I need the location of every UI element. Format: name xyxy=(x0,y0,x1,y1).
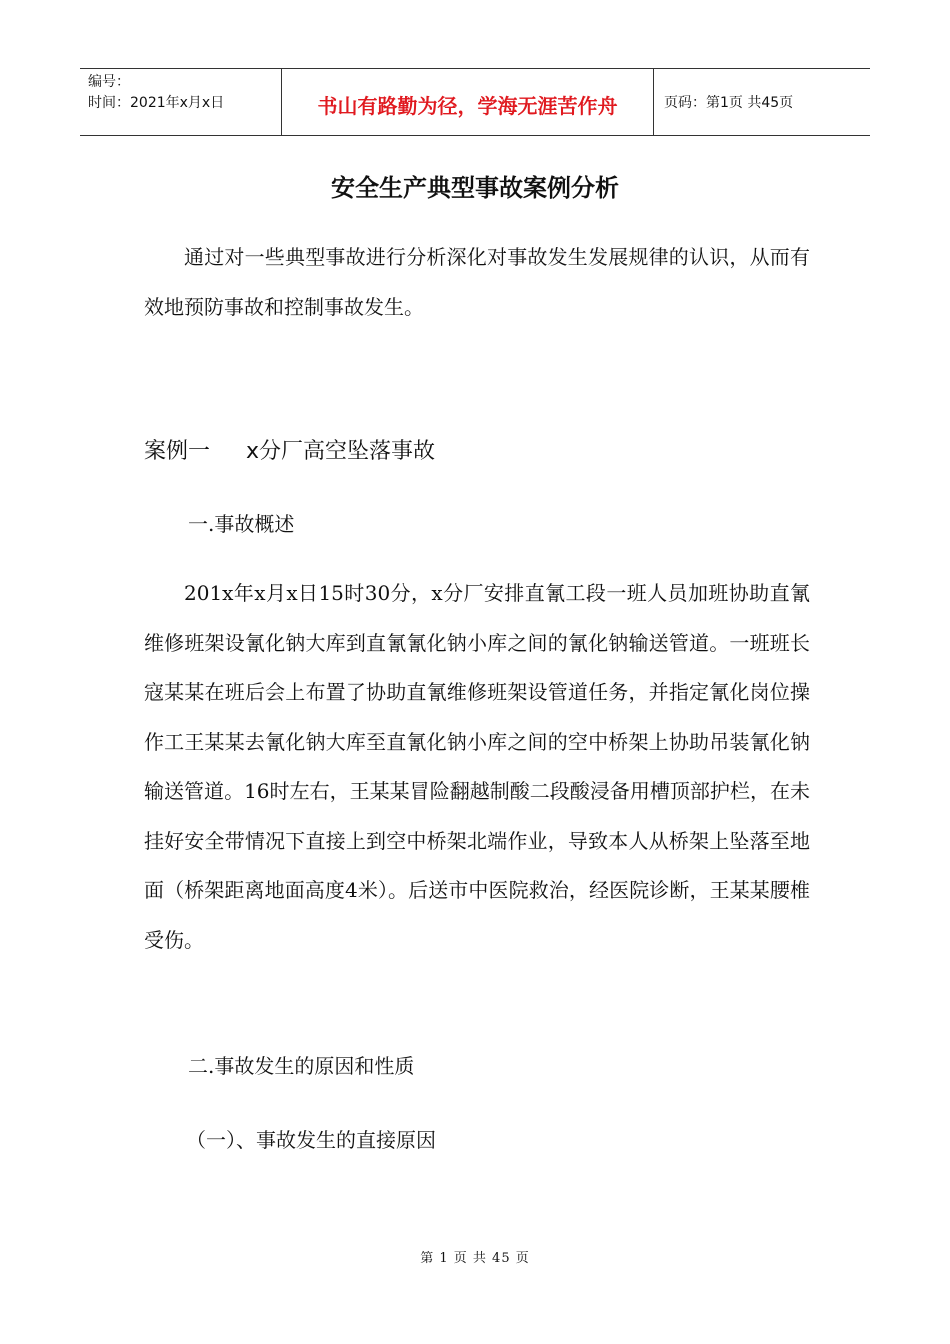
section2-heading: 二.事故发生的原因和性质 xyxy=(188,1054,415,1078)
document-header xyxy=(80,68,870,136)
header-page-info: 页码：第1页 共45页 xyxy=(664,95,794,111)
header-motto: 书山有路勤为径，学海无涯苦作舟 xyxy=(281,69,654,135)
serial-number-label: 编号： xyxy=(88,74,130,90)
intro-paragraph: 通过对一些典型事故进行分析深化对事故发生发展规律的认识，从而有效地预防事故和控制事故发生。 xyxy=(144,245,810,319)
case-label: 案例一 xyxy=(144,439,211,464)
section1-heading: 一.事故概述 xyxy=(188,512,295,536)
intro-block xyxy=(144,233,810,332)
time-label: 时间：2021年x月x日 xyxy=(88,95,225,111)
section1-paragraph: 201x年x月x日15时30分，x分厂安排直氰工段一班人员加班协助直氰维修班架设氰化钠大库到直氰氰化钠小库之间的氰化钠输送管道。一班班长寇某某在班后会上布置了协助直氰维修班架设管道任务，并指定氰化岗位操作工王某某去氰化钠大库至直氰化钠小库之间的空中桥架上协助吊装氰化钠输送管道。16时左右，王某某冒险翻越制酸二段酸浸备用槽顶部护栏，在未挂好安全带情况下直接上到空中桥架北端作业，导致本人从桥架上坠落至地面（桥架距离地面高度4米）。后送市中医院救治，经医院诊断，王某某腰椎受伤。 xyxy=(144,581,810,952)
header-meta xyxy=(80,69,281,135)
section1-block xyxy=(144,569,810,965)
page-title: 安全生产典型事故案例分析 xyxy=(331,174,619,202)
section2-sub1: （一）、事故发生的直接原因 xyxy=(186,1128,436,1152)
case-title xyxy=(144,434,435,465)
page-footer: 第 1 页 共 45 页 xyxy=(420,1251,530,1266)
case-name: x分厂高空坠落事故 xyxy=(246,439,436,464)
